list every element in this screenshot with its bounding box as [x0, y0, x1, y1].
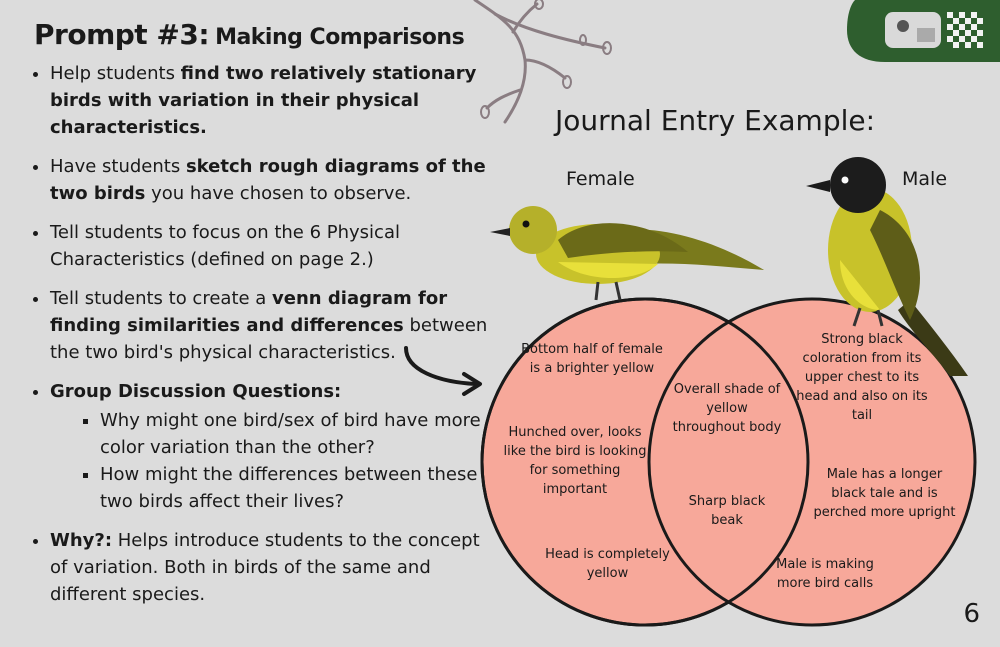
- why-text: Helps introduce students to the concept of variation. Both in birds of the same and different species.: [50, 530, 480, 605]
- title-main: Prompt #3:: [34, 18, 210, 51]
- female-bird-illustration: [488, 192, 768, 302]
- bullet-4-post: between the two bird's physical characteristics.: [50, 315, 488, 363]
- venn-both-item-2: Sharp black beak: [688, 494, 766, 528]
- venn-female-item-2: Hunched over, looks like the bird is looking for something important: [503, 425, 647, 497]
- venn-female-item-3: Head is completely yellow: [545, 547, 670, 581]
- female-label: Female: [566, 168, 635, 190]
- bullet-1-bold: find two relatively stationary birds with variation in their physical characteristics.: [50, 63, 477, 138]
- bullet-2-post: you have chosen to observe.: [145, 183, 412, 204]
- venn-male-item-2: Male has a longer black tale and is perched more upright: [813, 467, 956, 520]
- bullet-2-bold: sketch rough diagrams of the two birds: [50, 156, 486, 204]
- bullet-3-text: Tell students to focus on the 6 Physical Characteristics (defined on page 2.): [50, 222, 400, 270]
- question-2: ▪ How might the differences between these two birds affect their lives?: [100, 461, 500, 515]
- title-sub: Making Comparisons: [215, 25, 465, 50]
- page-number: 6: [963, 599, 980, 629]
- bullet-4-bold: venn diagram for finding similarities and differences: [50, 288, 448, 336]
- venn-both-item-1: Overall shade of yellow throughout body: [672, 382, 782, 435]
- venn-male-item-1: Strong black coloration from its upper chest to its head and also on its tail: [796, 332, 928, 423]
- bullet-1-text: Help students: [50, 63, 181, 84]
- male-label: Male: [902, 168, 948, 190]
- journal-title: Journal Entry Example:: [555, 104, 876, 137]
- why-label: Why?:: [50, 530, 113, 551]
- venn-female-item-1: Bottom half of female is a brighter yellow: [521, 342, 663, 376]
- discussion-heading: Group Discussion Questions:: [50, 381, 342, 402]
- bullet-4-text: Tell students to create a: [50, 288, 273, 309]
- venn-male-item-3: Male is making more bird calls: [776, 557, 874, 591]
- question-1: ▪ Why might one bird/sex of bird have more color variation than the other?: [100, 407, 500, 461]
- bullet-2-text: Have students: [50, 156, 186, 177]
